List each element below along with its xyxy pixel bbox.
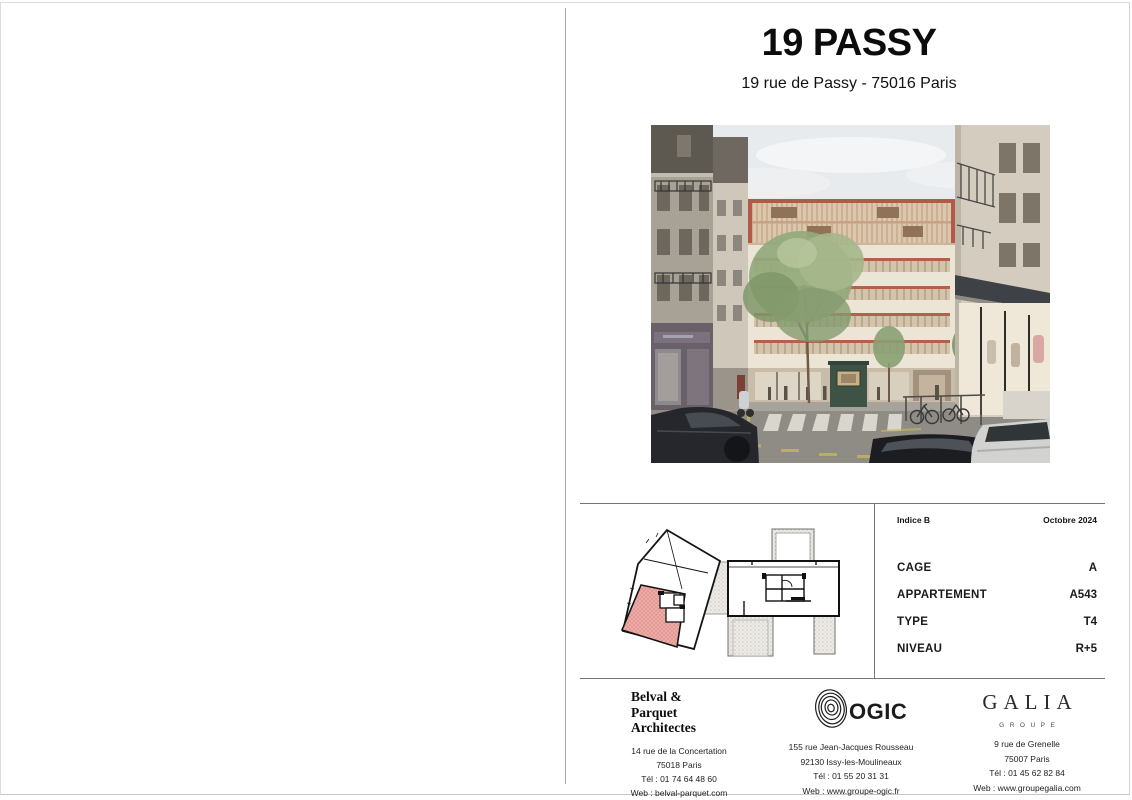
galia-address <box>958 737 1096 795</box>
architect-name-line1: Belval & <box>631 689 682 704</box>
galia-phone: Tél : 01 45 62 82 84 <box>989 768 1065 778</box>
building-photo-illustration <box>651 125 1050 463</box>
architect-website: Web : belval-parquet.com <box>630 788 728 798</box>
wood-rings-icon <box>814 686 850 734</box>
row-value-niveau: R+5 <box>1075 643 1097 655</box>
row-label-cage: CAGE <box>897 562 932 574</box>
architect-name-line3: Architectes <box>631 720 696 735</box>
architect-phone: Tél : 01 74 64 48 60 <box>641 774 717 784</box>
row-value-cage: A <box>1088 562 1097 574</box>
ogic-wordmark: OGIC <box>849 699 908 724</box>
architect-name <box>631 689 696 736</box>
row-value-type: T4 <box>1083 616 1097 628</box>
ogic-address-line2: 92130 Issy-les-Moulineaux <box>800 756 902 767</box>
ogic-phone: Tél : 01 55 20 31 31 <box>813 771 889 781</box>
ogic-address <box>776 740 926 798</box>
floor-plan-drawing <box>586 509 870 673</box>
page-title: 19 PASSY <box>761 22 937 64</box>
ogic-website: Web : www.groupe-ogic.fr <box>802 785 900 796</box>
row-value-appartement: A543 <box>1069 589 1097 601</box>
architect-address <box>604 744 754 800</box>
page-subtitle: 19 rue de Passy - 75016 Paris <box>741 75 957 92</box>
table-bottom-line <box>580 678 1105 679</box>
galia-address-line2: 75007 Paris <box>1004 753 1050 764</box>
fold-divider <box>565 8 566 784</box>
building-photo <box>651 125 1050 463</box>
architect-address-line1: 14 rue de la Concertation <box>631 746 727 756</box>
galia-wordmark: GALIA <box>982 690 1078 714</box>
indice-label: Indice B <box>897 515 931 525</box>
architect-name-line2: Parquet <box>631 704 678 720</box>
galia-website: Web : www.groupegalia.com <box>973 782 1081 793</box>
floor-plan <box>586 509 870 673</box>
table-divider-line <box>874 503 875 679</box>
row-label-type: TYPE <box>897 616 929 628</box>
galia-groupe-label: GROUPE <box>999 722 1061 729</box>
date-label: Octobre 2024 <box>1043 515 1097 525</box>
ogic-address-line1: 155 rue Jean-Jacques Rousseau <box>788 742 914 752</box>
architect-address-line2: 75018 Paris <box>656 760 702 770</box>
row-label-appartement: APPARTEMENT <box>897 589 987 601</box>
table-top-line <box>580 503 1105 504</box>
galia-address-line1: 9 rue de Grenelle <box>994 739 1060 749</box>
row-label-niveau: NIVEAU <box>897 643 943 655</box>
